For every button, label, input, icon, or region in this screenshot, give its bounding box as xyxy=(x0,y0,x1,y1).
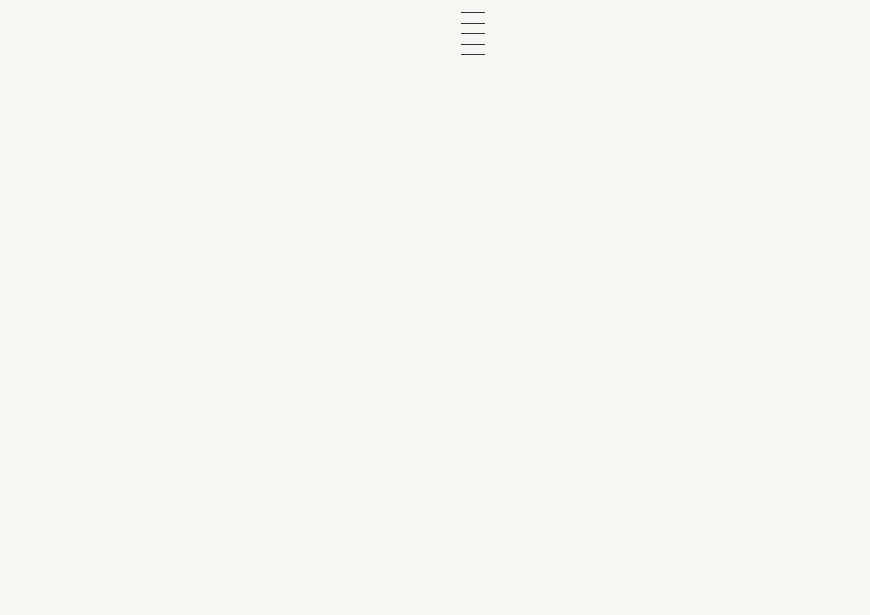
passage-paragraph-5 xyxy=(449,48,852,59)
passage-paragraph-1 xyxy=(449,6,852,17)
passage-paragraph-4 xyxy=(449,38,852,49)
blank-39[interactable] xyxy=(461,44,485,45)
blank-38[interactable] xyxy=(461,33,485,34)
blank-40[interactable] xyxy=(461,54,485,55)
blank-36[interactable] xyxy=(461,12,485,13)
passage-paragraph-3 xyxy=(449,27,852,38)
right-page xyxy=(435,0,870,615)
blank-37[interactable] xyxy=(461,23,485,24)
passage-paragraph-2 xyxy=(449,17,852,28)
